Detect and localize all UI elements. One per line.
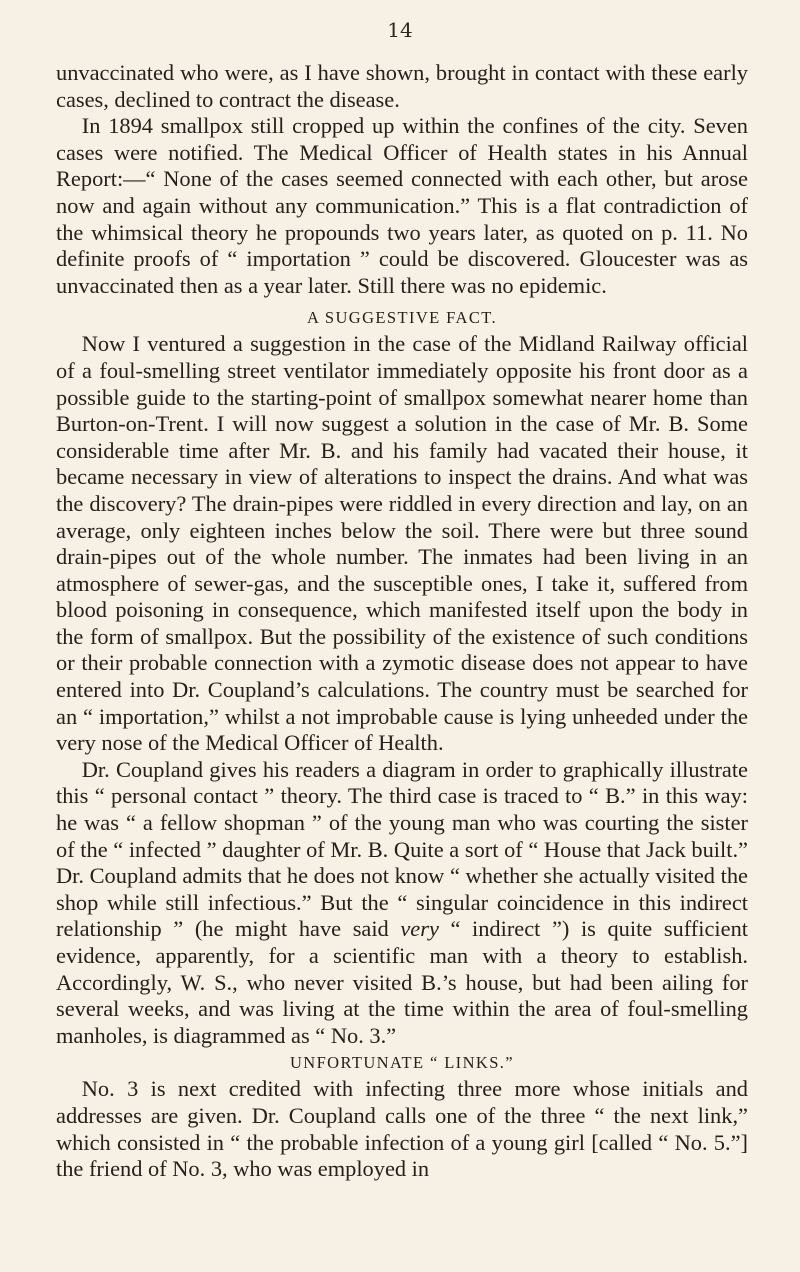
paragraph-no-3: No. 3 is next credited with infecting three more whose initials and addresses are given. Dr. Coupland calls one of the three “ the next link,” which consisted in “ the probable infection of a young girl [called “ No. 5.”] the friend of No. 3, who was employed in xyxy=(56,1076,748,1182)
paragraph-continuation: unvaccinated who were, as I have shown, brought in contact with these early cases, declined to contract the disease. xyxy=(56,60,748,112)
section-heading-suggestive-fact: A SUGGESTIVE FACT. xyxy=(306,308,498,328)
section-heading-unfortunate-links: UNFORTUNATE “ LINKS.” xyxy=(289,1053,515,1073)
italic-very: very xyxy=(400,916,439,942)
diagram-text-start: Dr. Coupland gives his readers a diagram in order to graphically illustrate this “ personal contact ” theory. The third case is traced to “ B.” in this way: he was “ a fellow shopman ” of the young man who was courting the sister of the “ infected ” daughter of Mr. B. Quite a sort of “ House that Jack built.” Dr. Coupland admits that he does not know “ whether she actually visited the shop while still infectious.” But the “ singular coincidence in this indirect relationship ” (he might have said xyxy=(56,756,748,942)
paragraph-drain-pipes: Now I ventured a suggestion in the case of the Midland Railway official of a foul-smelling street ventilator immediately opposite his front door as a possible guide to the starting-point of smallpox somewhat nearer home than Burton-on-Trent. I will now suggest a solution in the case of Mr. B. Some considerable time after Mr. B. and his family had vacated their house, it became necessary in view of alterations to inspect the drains. And what was the discovery? The drain-pipes were riddled in every direction and lay, on an average, only eighteen inches below the soil. There were but three sound drain-pipes out of the whole number. The inmates had been living in an atmosphere of sewer-gas, and the susceptible ones, I take it, suffered from blood poisoning in consequence, which manifested itself upon the body in the form of smallpox. But the possibility of the existence of such conditions or their probable connection with a zymotic disease does not appear to have entered into Dr. Coupland’s calculations. The country must be searched for an “ importation,” whilst a not improbable cause is lying unheeded under the very nose of the Medical Officer of Health. xyxy=(56,331,748,756)
diagram-text-end: “ indirect ”) is quite sufficient evidence, apparently, for a scientific man with a theory to establish. Accordingly, W. S., who never visited B.’s house, but had been ailing for several weeks, and was living at the time within the area of foul-smelling manholes, is diagrammed as “ No. 3.” xyxy=(56,916,748,1048)
paragraph-1894-smallpox: In 1894 smallpox still cropped up within the confines of the city. Seven cases were notified. The Medical Officer of Health states in his Annual Report:—“ None of the cases seemed connected with each other, but arose now and again without any communication.” This is a flat contradiction of the whimsical theory he propounds two years later, as quoted on p. 11. No definite proofs of “ importation ” could be discovered. Gloucester was as unvaccinated then as a year later. Still there was no epidemic. xyxy=(56,113,748,298)
page-number: 14 xyxy=(387,18,413,42)
body-text xyxy=(56,60,748,1183)
paragraph-diagram xyxy=(56,757,748,1050)
